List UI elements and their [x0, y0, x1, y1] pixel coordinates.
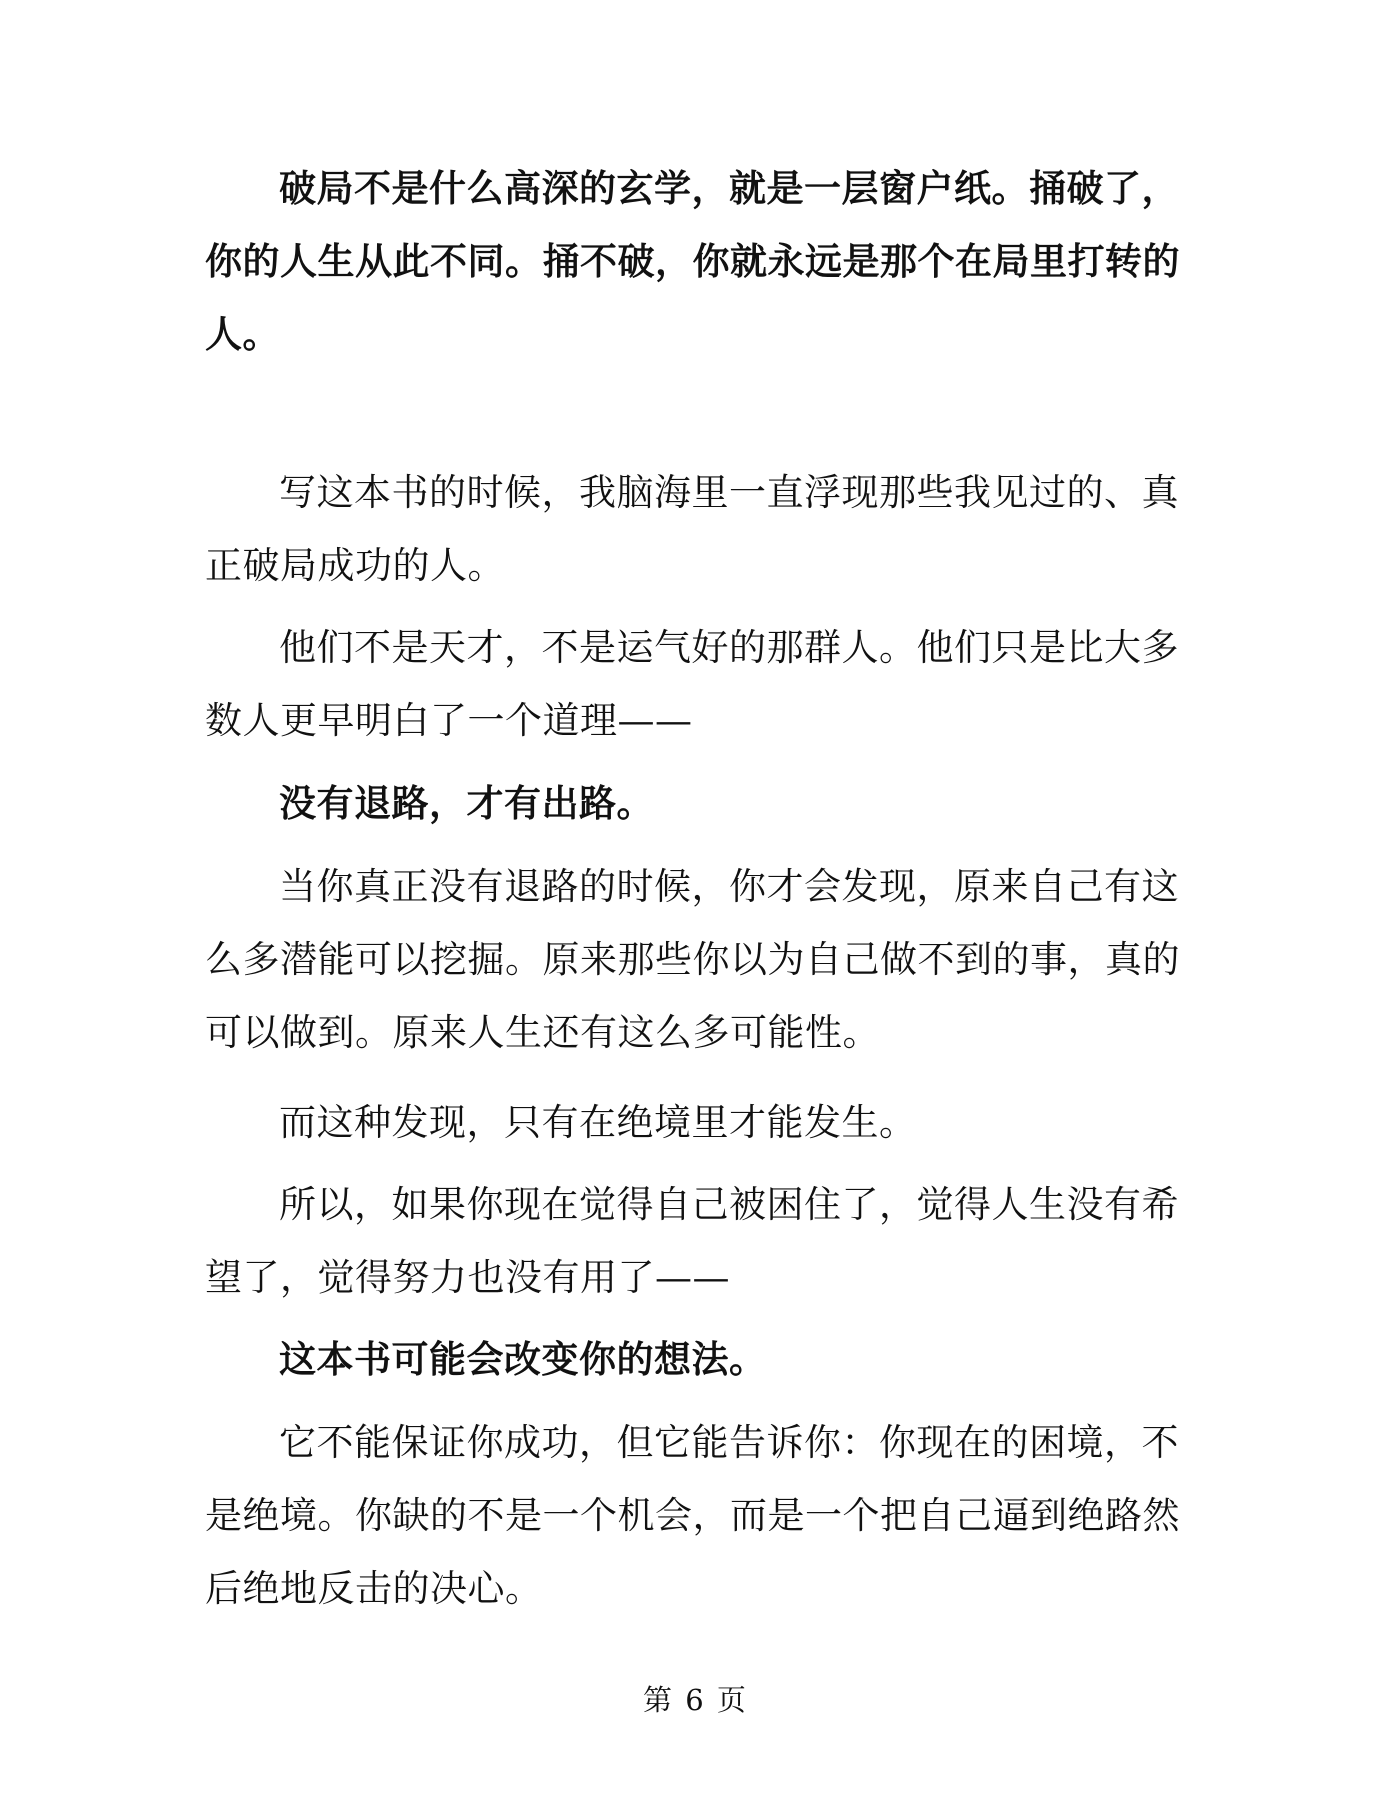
- paragraph-1: 破局不是什么高深的玄学，就是一层窗户纸。捅破了，你的人生从此不同。捅不破，你就永远是那个在局里打转的人。: [205, 167, 1180, 356]
- paragraph-8: 这本书可能会改变你的想法。: [279, 1338, 767, 1381]
- paragraph-9: 它不能保证你成功，但它能告诉你：你现在的困境，不是绝境。你缺的不是一个机会，而是一个把自己逼到绝路然后绝地反击的决心。: [205, 1421, 1180, 1610]
- page-number: 第 6 页: [643, 1683, 748, 1717]
- paragraph-7: 所以，如果你现在觉得自己被困住了，觉得人生没有希望了，觉得努力也没有用了——: [205, 1183, 1179, 1299]
- paragraph-2: 写这本书的时候，我脑海里一直浮现那些我见过的、真正破局成功的人。: [205, 471, 1179, 587]
- paragraph-6: 而这种发现，只有在绝境里才能发生。: [279, 1101, 917, 1144]
- paragraph-4: 没有退路，才有出路。: [279, 782, 654, 825]
- paragraph-3: 他们不是天才，不是运气好的那群人。他们只是比大多数人更早明白了一个道理——: [205, 626, 1179, 742]
- paragraph-5: 当你真正没有退路的时候，你才会发现，原来自己有这么多潜能可以挖掘。原来那些你以为自己做不到的事，真的可以做到。原来人生还有这么多可能性。: [205, 865, 1180, 1054]
